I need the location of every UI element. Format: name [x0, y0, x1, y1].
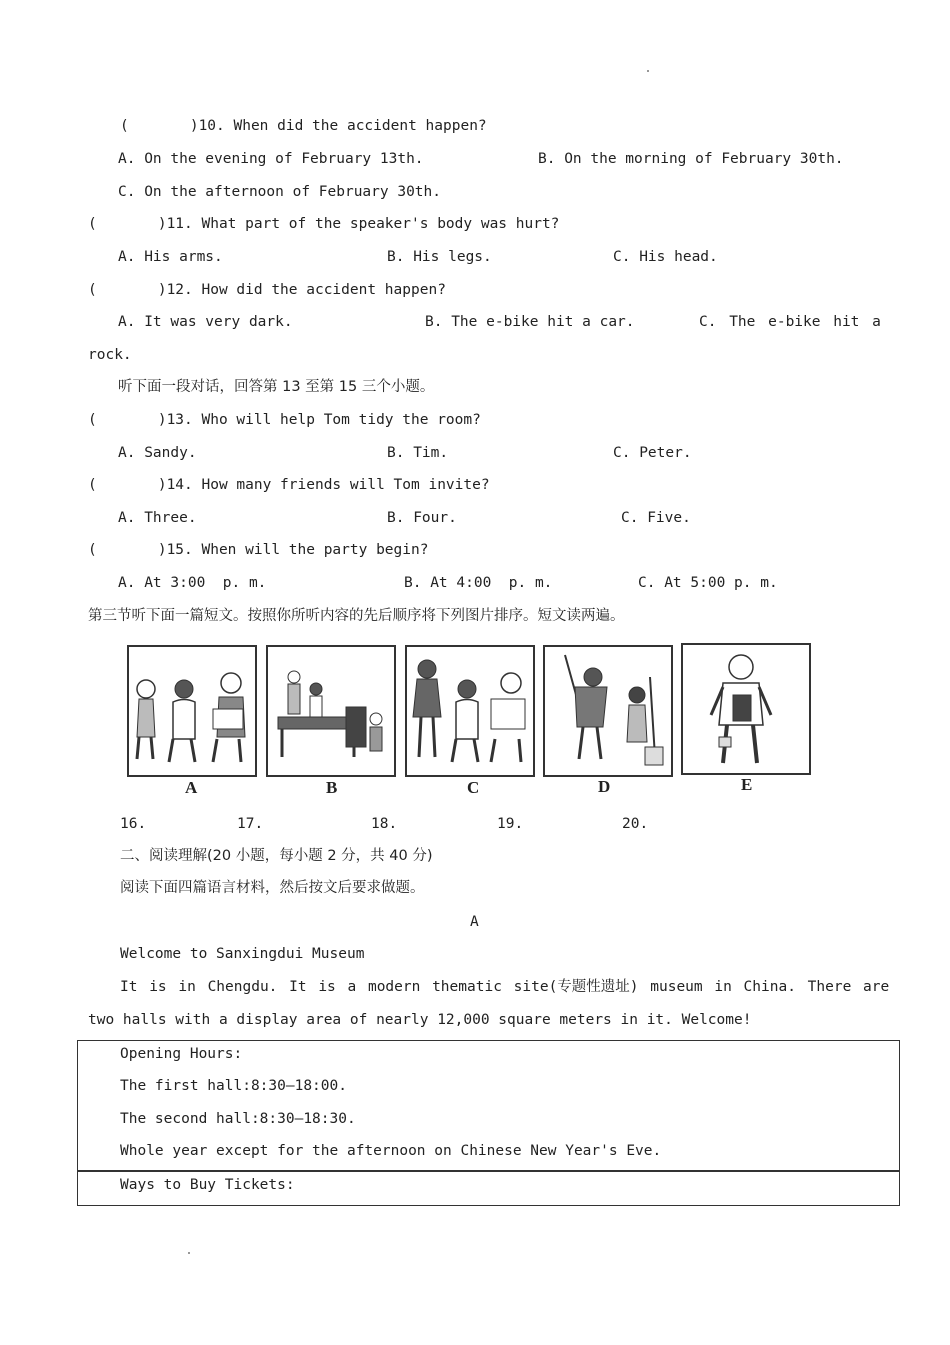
question-13-option-a: A. Sandy. — [118, 445, 197, 461]
passage-paragraph-line-1: It is in Chengdu. It is a modern thematic site(专题性遗址) museum in China. There are — [120, 979, 890, 995]
question-15-stem: ( )15. When will the party begin? — [88, 542, 429, 558]
passage-title: Welcome to Sanxingdui Museum — [120, 946, 365, 962]
answer-number-16: 16. — [120, 816, 147, 832]
opening-hours-box — [77, 1040, 900, 1172]
dialog-instruction: 听下面一段对话，回答第 13 至第 15 三个小题。 — [118, 379, 435, 395]
question-15-option-c: C. At 5:00 p. m. — [638, 575, 778, 591]
first-hall-hours: The first hall:8:30—18:00. — [120, 1078, 347, 1094]
passage-paragraph-line-2: two halls with a display area of nearly 12,000 square meters in it. Welcome! — [88, 1012, 752, 1028]
scan-speck — [647, 70, 649, 72]
question-14-option-a: A. Three. — [118, 510, 197, 526]
question-13-stem: ( )13. Who will help Tom tidy the room? — [88, 412, 481, 428]
question-11-stem: ( )11. What part of the speaker's body was hurt? — [88, 216, 560, 232]
picture-a — [127, 645, 257, 777]
picture-c — [405, 645, 535, 777]
picture-label-b: B — [326, 778, 338, 797]
reading-instruction: 阅读下面四篇语言材料，然后按文后要求做题。 — [120, 880, 425, 896]
opening-hours-title: Opening Hours: — [120, 1046, 243, 1062]
question-10-option-c: C. On the afternoon of February 30th. — [118, 184, 442, 200]
question-12-option-a: A. It was very dark. — [118, 314, 293, 330]
question-13-option-c: C. Peter. — [613, 445, 692, 461]
picture-e — [681, 643, 811, 775]
question-12-stem: ( )12. How did the accident happen? — [88, 282, 446, 298]
question-15-option-b: B. At 4:00 p. m. — [404, 575, 553, 591]
second-hall-hours: The second hall:8:30—18:30. — [120, 1111, 356, 1127]
question-12-option-c-continued: rock. — [88, 347, 132, 363]
question-10-stem: ( )10. When did the accident happen? — [120, 118, 487, 134]
question-14-stem: ( )14. How many friends will Tom invite? — [88, 477, 490, 493]
picture-label-a: A — [185, 778, 198, 797]
question-11-option-c: C. His head. — [613, 249, 718, 265]
question-15-option-a: A. At 3:00 p. m. — [118, 575, 267, 591]
answer-number-17: 17. — [237, 816, 264, 832]
tickets-title: Ways to Buy Tickets: — [120, 1177, 295, 1193]
picture-d — [543, 645, 673, 777]
answer-number-18: 18. — [371, 816, 398, 832]
question-10-option-a: A. On the evening of February 13th. — [118, 151, 424, 167]
section-3-instruction: 第三节听下面一篇短文。按照你所听内容的先后顺序将下列图片排序。短文读两遍。 — [88, 608, 625, 624]
question-14-option-b: B. Four. — [387, 510, 457, 526]
reading-section-heading: 二、阅读理解(20 小题，每小题 2 分，共 40 分) — [120, 848, 433, 864]
picture-label-e: E — [741, 775, 753, 794]
question-14-option-c: C. Five. — [621, 510, 691, 526]
question-11-option-a: A. His arms. — [118, 249, 223, 265]
picture-label-c: C — [467, 778, 480, 797]
scan-speck — [188, 1252, 190, 1254]
picture-label-d: D — [598, 777, 611, 796]
opening-exception: Whole year except for the afternoon on Chinese New Year's Eve. — [120, 1143, 662, 1159]
question-10-option-b: B. On the morning of February 30th. — [538, 151, 844, 167]
answer-number-19: 19. — [497, 816, 524, 832]
question-13-option-b: B. Tim. — [387, 445, 449, 461]
passage-label: A — [470, 914, 479, 930]
question-11-option-b: B. His legs. — [387, 249, 492, 265]
answer-number-20: 20. — [622, 816, 649, 832]
question-12-option-b: B. The e-bike hit a car. — [425, 314, 635, 330]
picture-b — [266, 645, 396, 777]
tickets-box — [77, 1170, 900, 1206]
question-12-option-c: C. The e-bike hit a — [699, 314, 881, 330]
